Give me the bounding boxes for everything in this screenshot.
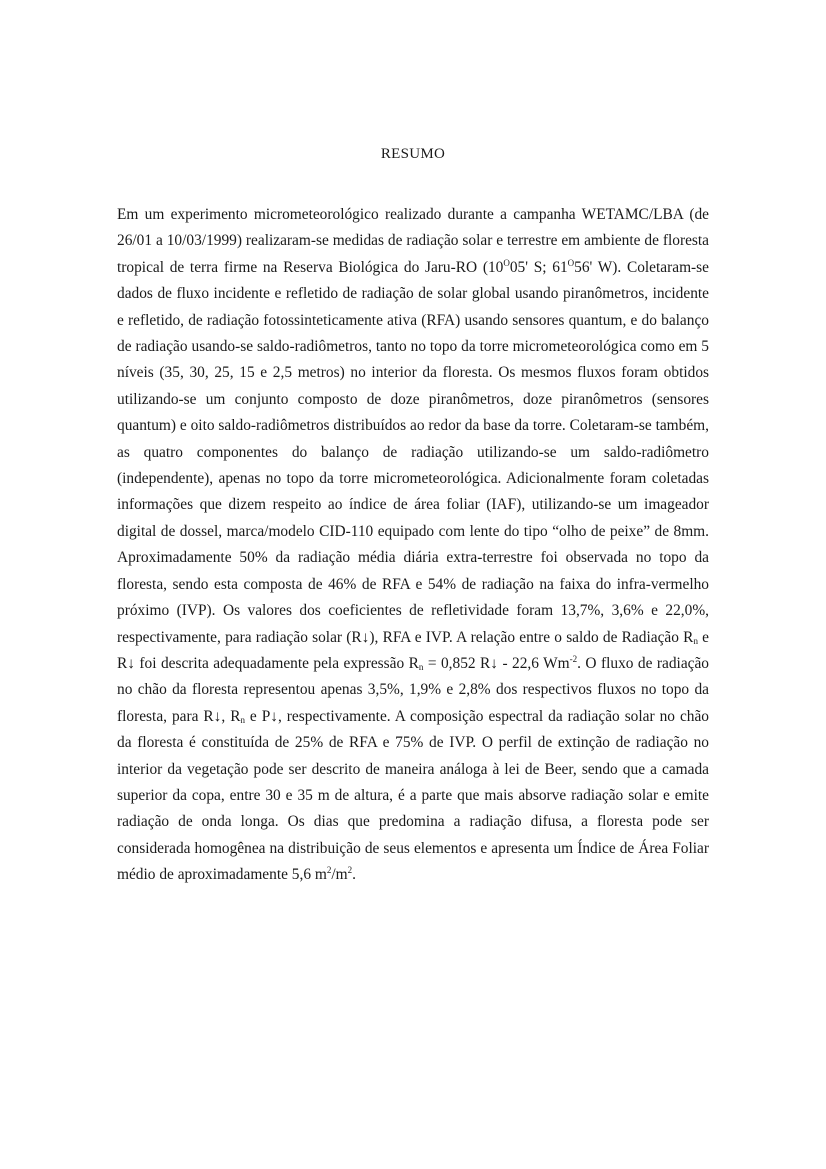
superscript: 2 — [326, 865, 332, 876]
page-title: RESUMO — [380, 146, 446, 162]
abstract-text: e P↓, respectivamente. A composição espectral da radiação solar no chão da floresta é constituída de 25% de RFA e 75% de IVP. O perfil de extinção de radiação no interior da vegetação pode ser descrito de maneira análoga à lei de Beer, sendo que a camada superior da copa, entre 30 e 35 m de altura, é a parte que mais absorve radiação solar e emite radiação de onda longa. Os dias que predomina a radiação difusa, a floresta pode ser considerada homogênea na distribuição de seus elementos e apresenta um Índice de Área Foliar médio de aproximadamente 5,6 m — [117, 707, 709, 884]
abstract-paragraph — [117, 202, 709, 889]
abstract-text: 56' W). Coletaram-se dados de fluxo incidente e refletido de radiação de solar global usando piranômetros, incidente e refletido, de radiação fotossinteticamente ativa (RFA) usando sensores quantum, e do balanço de radiação usando-se saldo-radiômetros, tanto no topo da torre micrometeorológica como em 5 níveis (35, 30, 25, 15 e 2,5 metros) no interior da floresta. Os mesmos fluxos foram obtidos utilizando-se um conjunto composto de doze piranômetros, doze piranômetros (sensores quantum) e oito saldo-radiômetros distribuídos ao redor da base da torre. Coletaram-se também, as quatro componentes do balanço de radiação utilizando-se um saldo-radiômetro (independente), apenas no topo da torre micrometeorológica. Adicionalmente foram coletadas informações que dizem respeito ao índice de área foliar (IAF), utilizando-se um imageador digital de dossel, marca/modelo CID-110 equipado com lente do tipo “olho de peixe” de 8mm. Aproximadamente 50% da radiação média diária extra-terrestre foi observada no topo da floresta, sendo esta composta de 46% de RFA e 54% de radiação na faixa do infra-vermelho próximo (IVP). Os valores dos coeficientes de refletividade foram 13,7%, 3,6% e 22,0%, respectivamente, para radiação solar (R↓), RFA e IVP. A relação entre o saldo de Radiação R — [117, 258, 709, 646]
abstract-text: /m — [331, 866, 348, 884]
abstract-text: = 0,852 R↓ - 22,6 Wm — [423, 654, 570, 672]
subscript: n — [240, 714, 245, 725]
abstract-text: e R↓ foi descrita adequadamente pela expressão R — [117, 628, 710, 672]
subscript: n — [693, 635, 698, 646]
superscript: -2 — [569, 653, 578, 664]
abstract-text: . O fluxo de radiação no chão da floresta representou apenas 3,5%, 1,9% e 2,8% dos respectivos fluxos no topo da floresta, para R↓, R — [117, 654, 710, 725]
degree-symbol: O — [567, 257, 575, 268]
degree-symbol: O — [503, 257, 510, 268]
abstract-text: Em um experimento micrometeorológico realizado durante a campanha WETAMC/LBA (de 26/01 a 10/03/1999) realizaram-se medidas de radiação solar e terrestre em ambiente de floresta tropical de terra firme na Reserva Biológica do Jaru-RO (10 — [117, 206, 709, 276]
superscript: 2 — [347, 865, 353, 876]
abstract-text: . — [352, 866, 356, 884]
subscript: n — [418, 661, 424, 672]
abstract-text: 05' S; 61 — [509, 258, 568, 276]
